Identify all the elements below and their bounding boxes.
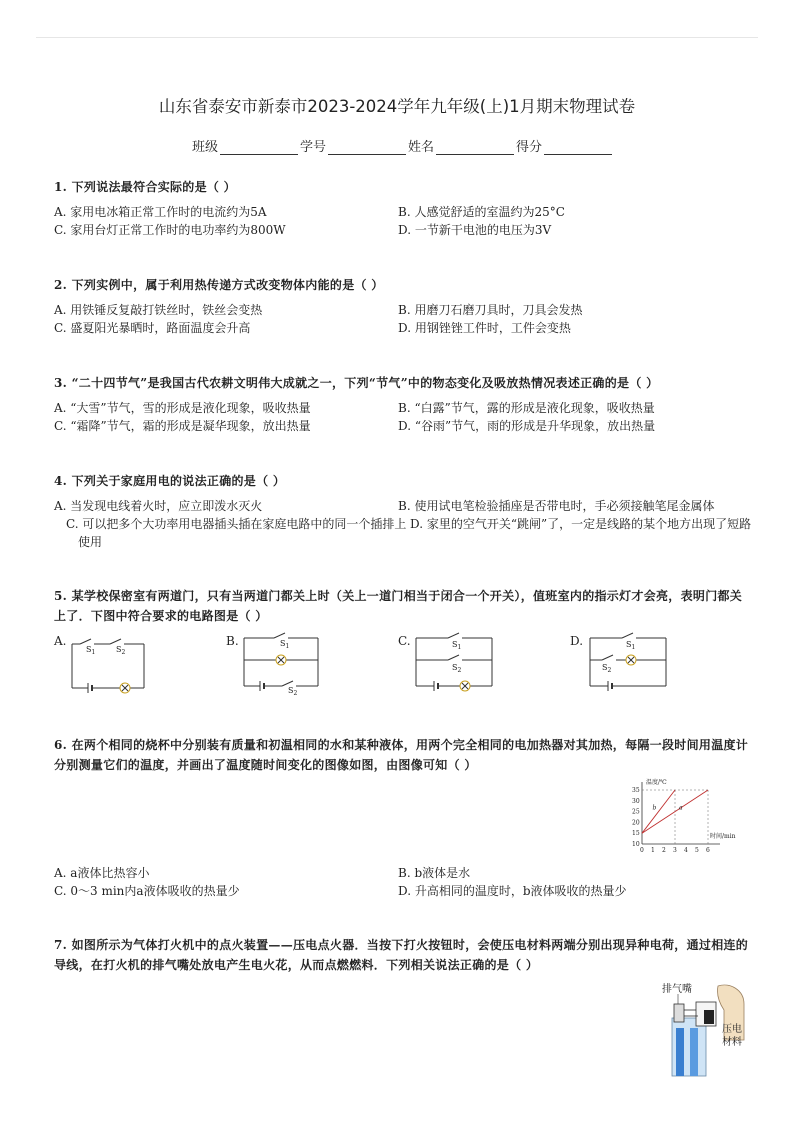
name-field[interactable]	[436, 141, 514, 155]
q4-option-d[interactable]: D. 家里的空气开关“跳闸”了，一定是线路的某个地方出现了短路	[410, 517, 752, 531]
q2-option-b[interactable]: B. 用磨刀石磨刀具时，刀具会发热	[398, 303, 583, 317]
material-label-1: 压电	[722, 1024, 742, 1035]
q1-option-b[interactable]: B. 人感觉舒适的室温约为25°C	[398, 205, 565, 219]
q5-option-a[interactable]: A.	[54, 634, 67, 648]
q5-option-c[interactable]: C.	[398, 634, 411, 648]
id-field[interactable]	[328, 141, 406, 155]
q5-circuit-d	[588, 630, 670, 694]
x-tick-label: 1	[651, 847, 655, 854]
q3-option-c[interactable]: C. “霜降”节气，霜的形成是凝华现象，放出热量	[54, 419, 311, 433]
question-7-stem-line2: 导线，在打火机的排气嘴处放电产生电火花，从而点燃燃料．下列相关说法正确的是（ ）	[54, 958, 539, 972]
series-line-b	[642, 790, 675, 833]
question-6-stem-line1: 6. 在两个相同的烧杯中分别装有质量和初温相同的水和某种液体，用两个完全相同的电加热器对其加热，每隔一段时间用温度计	[54, 738, 749, 752]
q2-option-a[interactable]: A. 用铁锤反复敲打铁丝时，铁丝会变热	[54, 303, 263, 317]
q6-option-a[interactable]: A. a液体比热容小	[54, 866, 150, 880]
x-tick-label: 3	[673, 847, 677, 854]
page-title: 山东省泰安市新泰市2023-2024学年九年级(上)1月期末物理试卷	[158, 97, 636, 116]
question-6-stem-line2: 分别测量它们的温度，并画出了温度随时间变化的图像如图，由图像可知（ ）	[54, 758, 477, 772]
x-tick-label: 4	[684, 847, 688, 854]
series-label-b: b	[652, 804, 657, 812]
svg-text:S2: $S_2$	[116, 645, 126, 656]
x-tick-label: 5	[695, 847, 699, 854]
y-tick-label: 30	[632, 797, 640, 805]
y-tick-label: 35	[632, 787, 640, 794]
class-field[interactable]	[220, 141, 298, 155]
question-2-stem: 2. 下列实例中，属于利用热传递方式改变物体内能的是（ ）	[54, 278, 384, 292]
x-axis-label: 时间/min	[710, 833, 736, 840]
q1-option-c[interactable]: C. 家用台灯正常工作时的电功率约为800W	[54, 223, 286, 237]
question-5-stem-line1: 5. 某学校保密室有两道门，只有当两道门都关上时（关上一道门相当于闭合一个开关），值班室内的指示灯才会亮，表明门都关	[54, 589, 743, 603]
q4-option-b[interactable]: B. 使用试电笔检验插座是否带电时，手必须接触笔尾金属体	[398, 499, 715, 513]
y-tick-label: 15	[632, 830, 640, 838]
q5-circuit-b	[242, 630, 322, 697]
score-field[interactable]	[544, 141, 612, 155]
q6-temperature-chart	[624, 776, 744, 856]
svg-text:S1: $S_1$	[86, 645, 96, 656]
q6-option-c[interactable]: C. 0～3 min内a液体吸收的热量少	[54, 884, 240, 898]
svg-text:S2: $S_2$	[602, 663, 612, 674]
y-axis-label: 温度/℃	[646, 779, 667, 786]
name-label: 姓名	[408, 140, 435, 155]
header-rule	[36, 37, 758, 38]
question-4-stem: 4. 下列关于家庭用电的说法正确的是（ ）	[54, 474, 286, 488]
q5-circuit-c	[414, 630, 496, 694]
q4-option-a[interactable]: A. 当发现电线着火时，应立即泼水灭火	[54, 499, 263, 513]
student-info	[192, 136, 614, 155]
q4-option-c[interactable]: C. 可以把多个大功率用电器插头插在家庭电路中的同一个插排上使用	[66, 517, 407, 549]
q2-option-d[interactable]: D. 用钢锉锉工件时，工件会变热	[398, 321, 571, 335]
svg-text:S1: $S_1$	[280, 639, 290, 650]
q6-option-d[interactable]: D. 升高相同的温度时，b液体吸收的热量少	[398, 884, 627, 898]
nozzle-label: 排气嘴	[662, 984, 692, 995]
x-tick-label: 6	[706, 847, 710, 854]
svg-text:S2: $S_2$	[288, 686, 298, 697]
x-tick-label: 0	[640, 847, 644, 854]
question-3-stem: 3. “二十四节气”是我国古代农耕文明伟大成就之一，下列“节气”中的物态变化及吸放热情况表述正确的是（ ）	[54, 376, 659, 390]
q6-option-b[interactable]: B. b液体是水	[398, 866, 471, 880]
q5-option-d[interactable]: D.	[570, 634, 584, 648]
series-label-a: a	[679, 804, 683, 812]
q3-option-d[interactable]: D. “谷雨”节气，雨的形成是升华现象，放出热量	[398, 419, 656, 433]
q7-lighter-diagram	[660, 980, 744, 1076]
q2-option-c[interactable]: C. 盛夏阳光暴晒时，路面温度会升高	[54, 321, 251, 335]
q5-option-b[interactable]: B.	[226, 634, 239, 648]
y-tick-label: 10	[632, 841, 640, 848]
question-5-stem-line2: 上了．下图中符合要求的电路图是（ ）	[54, 609, 268, 623]
q3-option-b[interactable]: B. “白露”节气，露的形成是液化现象，吸收热量	[398, 401, 655, 415]
class-label: 班级	[192, 140, 219, 155]
question-1-stem: 1. 下列说法最符合实际的是（ ）	[54, 180, 236, 194]
svg-text:S2: $S_2$	[452, 663, 462, 674]
y-tick-label: 20	[632, 819, 640, 827]
q3-option-a[interactable]: A. “大雪”节气，雪的形成是液化现象，吸收热量	[54, 401, 311, 415]
svg-text:S1: $S_1$	[452, 640, 462, 651]
q1-option-d[interactable]: D. 一节新干电池的电压为3V	[398, 223, 552, 237]
q1-option-a[interactable]: A. 家用电冰箱正常工作时的电流约为5A	[54, 205, 267, 219]
y-tick-label: 25	[632, 808, 640, 816]
svg-text:S1: $S_1$	[626, 640, 636, 651]
question-7-stem-line1: 7. 如图所示为气体打火机中的点火装置——压电点火器．当按下打火按钮时，会使压电材料两端分别出现异种电荷，通过相连的	[54, 938, 749, 952]
id-label: 学号	[300, 140, 327, 155]
material-label-2: 材料	[722, 1037, 742, 1048]
x-tick-label: 2	[662, 847, 666, 854]
score-label: 得分	[516, 140, 543, 155]
q5-circuit-a	[68, 630, 150, 694]
